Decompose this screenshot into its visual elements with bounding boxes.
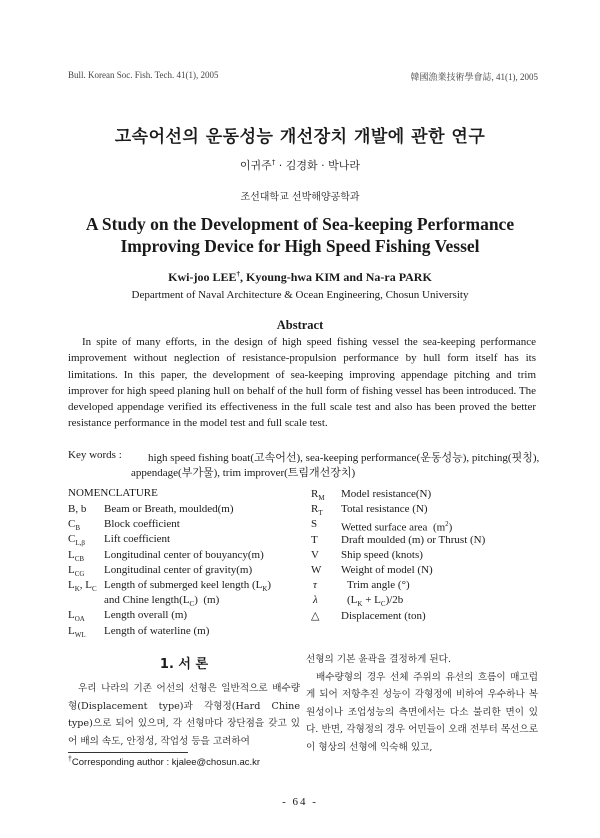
nom-definition: Ship speed (knots) (341, 548, 423, 561)
corresponding-mark: † (271, 158, 276, 167)
running-header-right: 韓國漁業技術學會誌, 41(1), 2005 (410, 72, 538, 82)
nom-definition: Total resistance (N) (341, 503, 428, 516)
nom-symbol: $L_{CB}$ (68, 548, 85, 563)
nom-symbol: S (311, 518, 318, 531)
footnote-mark: † (68, 756, 72, 763)
footnote-text: Corresponding author : kjalee@chosun.ac.kr (71, 757, 261, 769)
title-en-line-2: Improving Device for High Speed Fishing Vessel (120, 236, 480, 256)
nom-definition: Weight of model (N) (341, 564, 433, 576)
footnote-rule (68, 752, 188, 753)
affiliation-korean: 조선대학교 선박해양공학과 (240, 192, 360, 203)
nom-definition: Wetted surface area $(m^2)$ (341, 520, 453, 535)
nom-symbol: $L_K$, $L_C$ (68, 579, 97, 594)
nom-definition: Displacement (ton) (341, 609, 426, 622)
nom-symbol: V (311, 548, 319, 561)
body-right-column (306, 651, 538, 757)
keywords-line-2: appendage(부가물), trim improver(트림개선장치) (131, 467, 356, 479)
nomenclature-title: NOMENCLATURE (68, 487, 158, 499)
corresponding-mark-en: † (236, 270, 241, 278)
nom-symbol: T (311, 533, 318, 546)
abstract-heading: Abstract (276, 318, 324, 332)
nom-definition: $(L_K + L_C)/2b$ (347, 594, 404, 609)
paragraph: 우리 나라의 기존 어선의 선형은 일반적으로 배수량형(Displacement type)과 각형정(Hard Chine type)으로 되어 있으며, 각 선형마다 장단점을 갖고 있어 배의 속도, 안정성, 작업성 등을 고려하여 (68, 683, 300, 747)
nom-definition: Beam or Breath, moulded(m) (104, 503, 234, 515)
nom-symbol: W (311, 564, 322, 576)
nom-definition: Trim angle (°) (347, 579, 410, 592)
nom-definition: Model resistance(N) (341, 488, 432, 500)
nom-symbol: $C_B$ (68, 518, 81, 533)
title-korean: 고속어선의 운동성능 개선장치 개발에 관한 연구 (114, 127, 486, 147)
title-en-line-1: A Study on the Development of Sea-keeping Performance (85, 214, 515, 234)
authors-english (0, 270, 600, 285)
page-number: - 64 - (282, 796, 318, 808)
nom-definition: Draft moulded (m) or Thrust (N) (341, 533, 486, 546)
nom-symbol: $C_{L,\beta}$ (68, 533, 85, 548)
body-left-column (68, 680, 300, 750)
authors-en-rest: , Kyoung-hwa KIM and Na-ra PARK (240, 270, 432, 284)
nom-definition: Block coefficient (104, 518, 180, 531)
nomenclature-left (68, 502, 308, 642)
nom-symbol: $R_M$ (311, 488, 325, 503)
nom-definition: and Chine $length(L_C)$ (m) (104, 594, 220, 609)
title-english (0, 213, 600, 257)
nom-definition: Longitudinal center of bouyancy(m) (104, 548, 264, 561)
running-header-left: Bull. Korean Soc. Fish. Tech. 41(1), 2005 (68, 70, 219, 80)
nom-symbol: λ (313, 594, 318, 607)
footnote (68, 756, 260, 768)
nom-symbol: B, b (68, 503, 87, 515)
keywords-label: Key words : (68, 449, 122, 461)
paragraph: 배수량형의 경우 선체 주위의 유선의 흐름이 매고럽게 되어 저항추진 성능이 각형정에 비하여 우수하나 복원성이나 조업성능의 측면에서는 다소 불리한 면이 있다. 반면, 각형정의 경우 어민들이 오래 전부터 목선으로 이 형상의 선형에 익숙해 있고, (306, 671, 538, 753)
nom-symbol: τ (313, 579, 317, 592)
abstract-text: In spite of many efforts, in the design of high speed fishing vessel the sea-keeping performance improvement without neglection of resistance-propulsion performance by hull form itself has its limitations. In this paper, the development of sea-keeping improving appendage pitching and trim improver for high speed planing hull on behalf of the hull form of fishing vessel has been introduced. The developed appendage verified its effectiveness in the full scale test and also has been proved the better resistance performance in the model test and full scale test. (68, 336, 536, 430)
affiliation-english: Department of Naval Architecture & Ocean Engineering, Chosun University (131, 289, 469, 301)
authors-ko-rest: · 김경화 · 박나라 (275, 159, 361, 172)
keywords-line-1: high speed fishing boat(고속어선), sea-keeping performance(운동성능), pitching(핏칭), (148, 452, 540, 464)
author-ko-first: 이귀주 (239, 159, 272, 172)
author-en-first: Kwi-joo LEE (168, 270, 237, 284)
nom-symbol: $R_T$ (311, 503, 323, 518)
nom-definition: Lift coefficient (104, 533, 171, 546)
nom-definition: Length of submerged keel length $(L_K)$ (104, 579, 272, 594)
nom-symbol: $L_{OA}$ (68, 609, 85, 624)
nomenclature-right (311, 487, 541, 627)
nom-definition: Length overall (m) (104, 609, 188, 622)
section-title-introduction: 1. 서 론 (159, 657, 209, 672)
paragraph: 선형의 기본 윤곽을 결정하게 된다. (306, 654, 451, 665)
authors-korean (0, 157, 600, 173)
nom-symbol: $L_{CG}$ (68, 563, 85, 578)
nom-symbol: △ (311, 609, 320, 622)
nom-definition: Longitudinal center of gravity(m) (104, 563, 253, 576)
nom-symbol: $L_{WL}$ (68, 624, 86, 639)
nom-definition: Length of waterline (m) (104, 624, 210, 637)
